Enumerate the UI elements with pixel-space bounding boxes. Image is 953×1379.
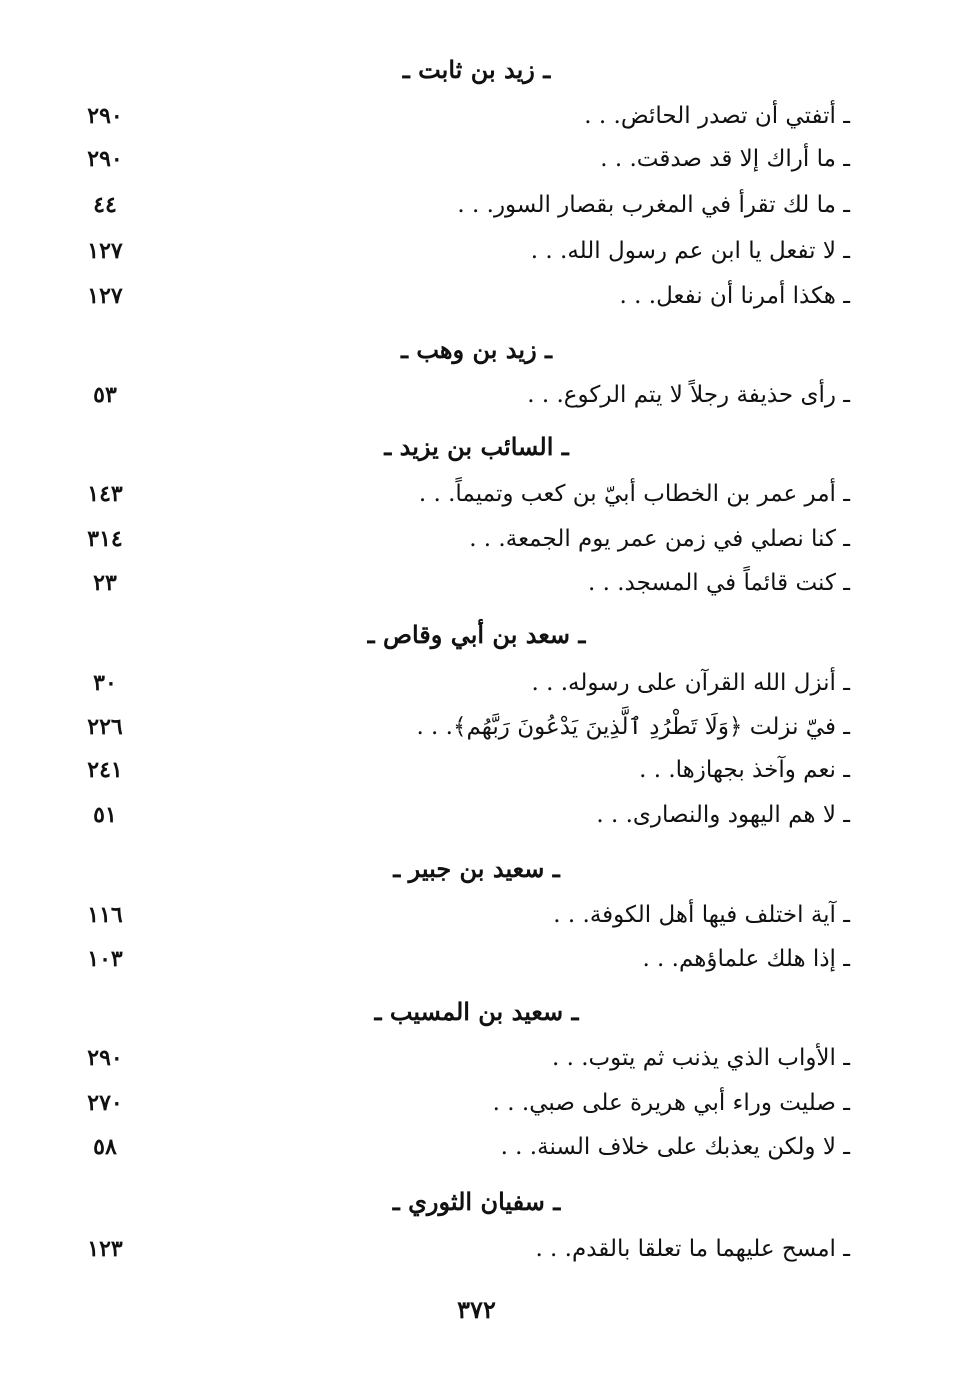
section-heading: ـ زيد بن وهب ـ [400,335,553,364]
list-item [60,707,850,747]
entry-text: ـ آية اختلف فيها أهل الكوفة. . . [553,902,850,928]
entry-page-number: ١٤٣ [87,481,123,507]
page-number: ٣٧٢ [457,1295,496,1324]
entry-page-number: ٤٤ [93,192,117,218]
section-heading: ـ سعد بن أبي وقاص ـ [367,620,586,649]
list-item [60,96,850,136]
entry-page-number: ٢٩٠ [87,103,123,129]
list-item [60,231,850,271]
entry-page-number: ٢٣ [93,570,117,596]
entry-text: ـ رأى حذيفة رجلاً لا يتم الركوع. . . [527,382,850,408]
entry-page-number: ١٢٣ [87,1236,123,1262]
entry-page-number: ٢٤١ [87,757,123,783]
entry-text: ـ أنزل الله القرآن على رسوله. . . [531,670,850,696]
entry-page-number: ١٢٧ [87,283,123,309]
entry-page-number: ٥٨ [93,1134,117,1160]
entry-page-number: ٢٩٠ [87,1045,123,1071]
list-item [60,795,850,835]
list-item [60,474,850,514]
entry-page-number: ٢٢٦ [87,714,123,740]
list-item [60,276,850,316]
entry-text: ـ ما أراك إلا قد صدقت. . . [600,146,850,172]
list-item [60,375,850,415]
entry-text: ـ كنت قائماً في المسجد. . . [587,570,850,596]
list-item [60,139,850,179]
entry-text: ـ صليت وراء أبي هريرة على صبي. . . [492,1090,850,1116]
list-item [60,519,850,559]
entry-page-number: ٢٧٠ [87,1090,123,1116]
entry-text: ـ امسح عليهما ما تعلقا بالقدم. . . [535,1236,850,1262]
list-item [60,939,850,979]
list-item [60,895,850,935]
list-item [60,663,850,703]
entry-text: ـ الأواب الذي يذنب ثم يتوب. . . [551,1045,850,1071]
entry-page-number: ٥٣ [93,382,117,408]
list-item [60,185,850,225]
entry-text: ـ فيّ نزلت ﴿وَلَا تَطْرُدِ ٱلَّذِينَ يَدْعُونَ رَبَّهُم﴾. . . [416,714,850,740]
entry-text: ـ كنا نصلي في زمن عمر يوم الجمعة. . . [469,526,850,552]
entry-text: ـ لا ولكن يعذبك على خلاف السنة. . . [500,1134,850,1160]
entry-text: ـ لا تفعل يا ابن عم رسول الله. . . [530,238,850,264]
list-item [60,1127,850,1167]
entry-page-number: ١١٦ [87,902,123,928]
entry-text: ـ نعم وآخذ بجهازها. . . [639,757,850,783]
entry-page-number: ٣٠ [93,670,117,696]
entry-page-number: ٣١٤ [87,526,123,552]
list-item [60,1083,850,1123]
list-item [60,1229,850,1269]
entry-page-number: ٥١ [93,802,117,828]
entry-text: ـ أتفتي أن تصدر الحائض. . . [584,103,850,129]
list-item [60,750,850,790]
entry-text: ـ ما لك تقرأ في المغرب بقصار السور. . . [457,192,850,218]
entry-text: ـ إذا هلك علماؤهم. . . [642,946,850,972]
list-item [60,1038,850,1078]
section-heading: ـ سعيد بن المسيب ـ [374,997,579,1026]
list-item [60,563,850,603]
entry-page-number: ١٢٧ [87,238,123,264]
entry-text: ـ لا هم اليهود والنصارى. . . [596,802,850,828]
entry-text: ـ هكذا أمرنا أن نفعل. . . [619,283,850,309]
entry-page-number: ٢٩٠ [87,146,123,172]
section-heading: ـ سعيد بن جبير ـ [393,854,560,883]
entry-page-number: ١٠٣ [87,946,123,972]
section-heading: ـ السائب بن يزيد ـ [384,432,569,461]
entry-text: ـ أمر عمر بن الخطاب أبيّ بن كعب وتميماً. . . [418,481,850,507]
section-heading: ـ زيد بن ثابت ـ [402,55,551,84]
section-heading: ـ سفيان الثوري ـ [392,1187,561,1216]
